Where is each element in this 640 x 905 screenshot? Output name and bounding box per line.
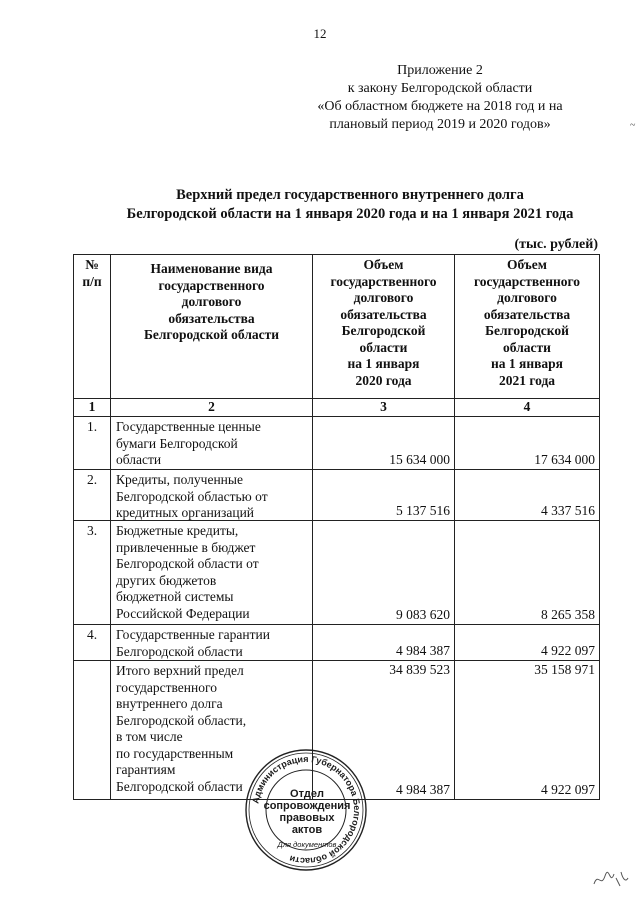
- appendix-caption: [290, 62, 590, 134]
- units-label: (тыс. рублей): [514, 237, 598, 252]
- appendix-line: плановый период 2019 и 2020 годов»: [329, 117, 551, 132]
- appendix-line: Приложение 2: [397, 63, 483, 78]
- page-number: 12: [313, 26, 327, 41]
- value-2021: 8 265 358: [454, 520, 600, 624]
- total-value-2021: [454, 660, 600, 800]
- row-name: Государственные гарантии Белгородской области: [110, 624, 312, 660]
- appendix-line: «Об областном бюджете на 2018 год и на: [317, 99, 563, 114]
- value-2020: 9 083 620: [312, 520, 454, 624]
- value-2020: 15 634 000: [312, 416, 454, 469]
- title-line: Белгородской области на 1 января 2020 года и на 1 января 2021 года: [126, 206, 574, 222]
- header-2020: Объем государственного долгового обязательства Белгородской области на 1 января 2020 года: [312, 254, 454, 398]
- total-row-name: Итого верхний предел государственного внутреннего долга Белгородской области, в том числе по государственным гарантиям Белгородской области: [110, 660, 312, 800]
- column-number: 4: [454, 398, 600, 416]
- header-name: Наименование вида государственного долгового обязательства Белгородской области: [110, 254, 312, 398]
- guarantees-2021: 4 922 097: [541, 781, 595, 797]
- value-2020: 4 984 387: [312, 624, 454, 660]
- column-number: 3: [312, 398, 454, 416]
- guarantees-2020: 4 984 387: [396, 781, 450, 797]
- row-number: 4.: [73, 624, 110, 660]
- stamp-center-line: Отдел: [290, 788, 324, 800]
- column-number: 2: [110, 398, 312, 416]
- appendix-line: к закону Белгородской области: [347, 81, 533, 96]
- row-name: Кредиты, полученные Белгородской областью от кредитных организаций: [110, 469, 312, 520]
- signature-mark: [590, 866, 630, 892]
- stamp-center-line: актов: [291, 824, 323, 836]
- title-line: Верхний предел государственного внутреннего долга: [176, 187, 524, 203]
- total-2021: 35 158 971: [534, 662, 595, 677]
- row-name: Государственные ценные бумаги Белгородской области: [110, 416, 312, 469]
- document-title: [90, 186, 610, 224]
- scan-mark: ~: [630, 120, 636, 131]
- row-number: 3.: [73, 520, 110, 624]
- stamp-bottom-text: Для документов: [277, 840, 337, 849]
- value-2020: 5 137 516: [312, 469, 454, 520]
- total-row-number: [73, 660, 110, 800]
- stamp-ring-text: Администрация Губернатора Белгородской области: [250, 753, 363, 867]
- value-2021: 4 337 516: [454, 469, 600, 520]
- row-name: Бюджетные кредиты, привлеченные в бюджет Белгородской области от других бюджетов бюджетной системы Российской Федерации: [110, 520, 312, 624]
- stamp-center-line: правовых: [279, 812, 335, 824]
- row-number: 1.: [73, 416, 110, 469]
- value-2021: 17 634 000: [454, 416, 600, 469]
- total-2020: 34 839 523: [389, 662, 450, 677]
- column-number: 1: [73, 398, 110, 416]
- value-2021: 4 922 097: [454, 624, 600, 660]
- row-number: 2.: [73, 469, 110, 520]
- stamp-center-line: сопровождения: [263, 800, 351, 812]
- header-2021: Объем государственного долгового обязательства Белгородской области на 1 января 2021 года: [454, 254, 600, 398]
- header-number: № п/п: [73, 254, 110, 398]
